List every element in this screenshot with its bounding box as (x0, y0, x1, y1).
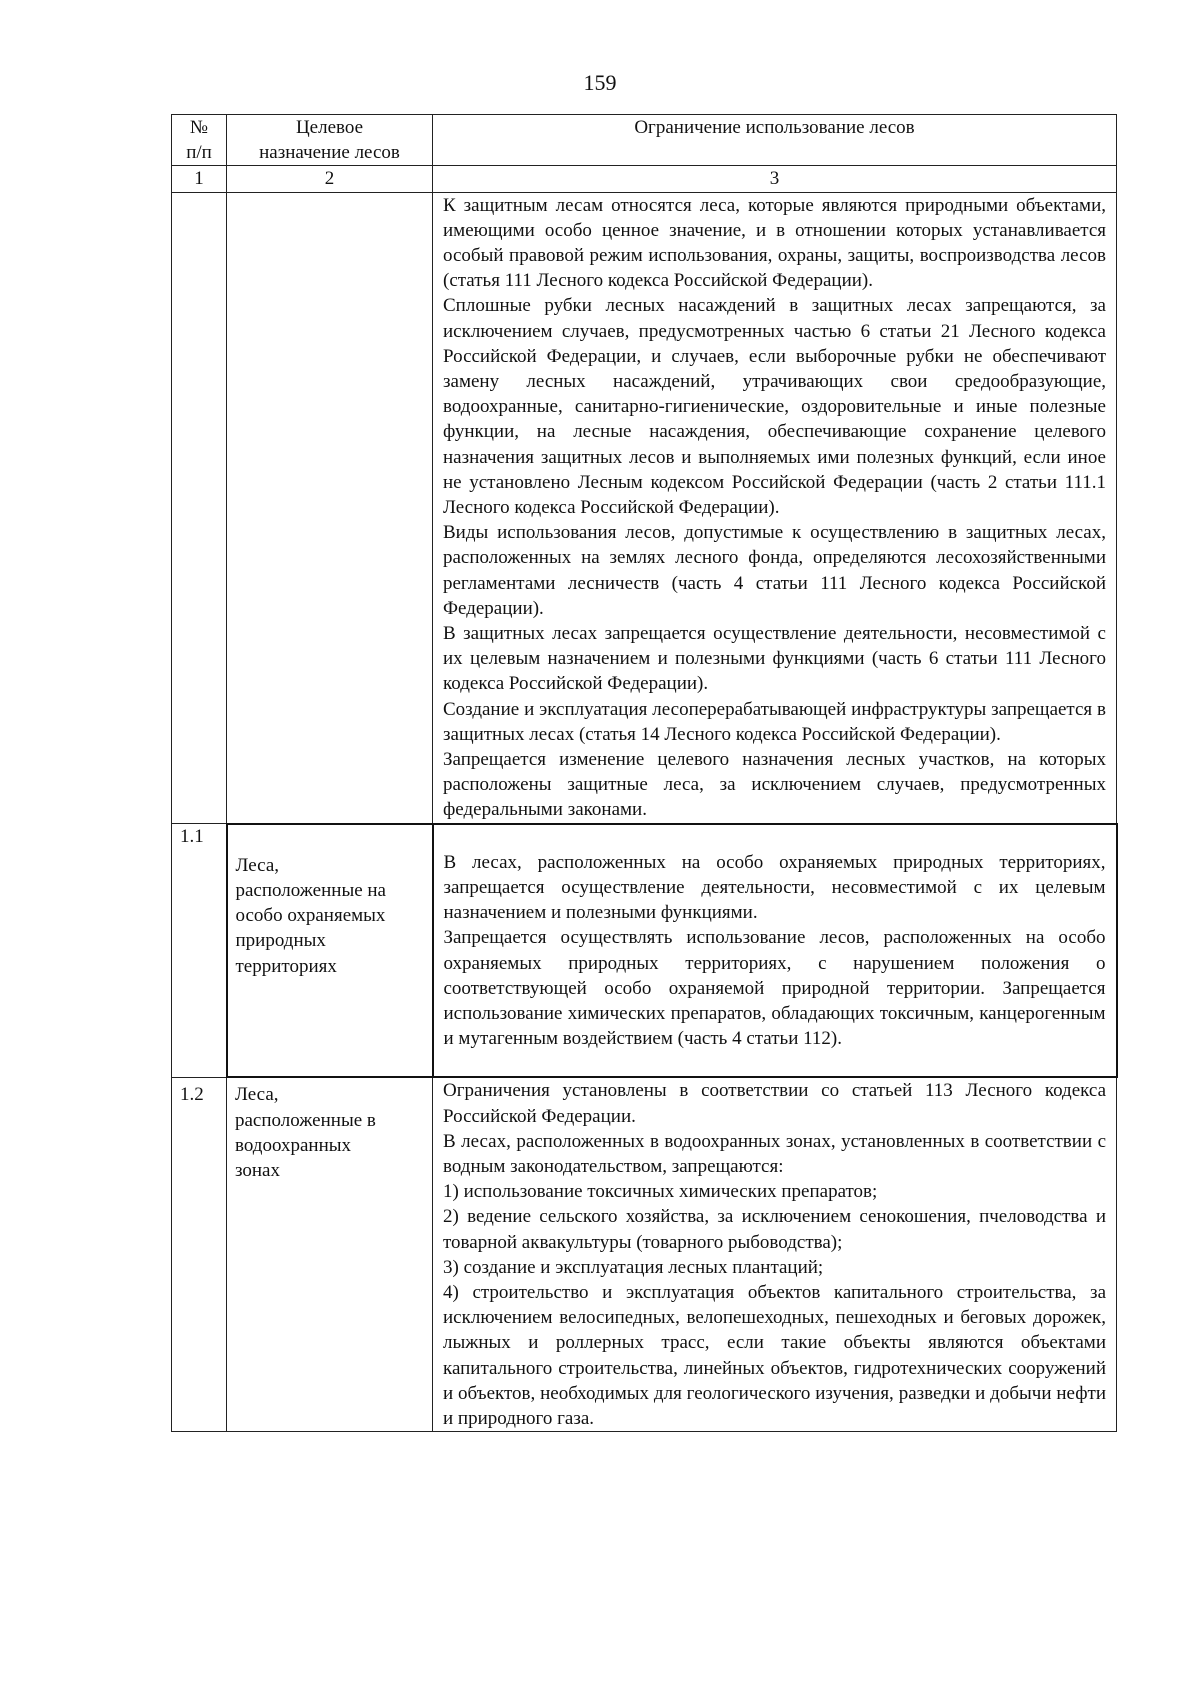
table-row (172, 824, 1117, 1078)
paragraph: Виды использования лесов, допустимые к осуществлению в защитных лесах, расположенных на землях лесного фонда, определяются лесохозяйственными регламентами лесничеств (часть 4 статьи 111 Лесного кодекса Российской Федерации). (443, 522, 1106, 619)
row-restriction-text (433, 1077, 1117, 1431)
column-number-1: 1 (172, 166, 227, 192)
header-number-line-2: п/п (186, 142, 212, 164)
paragraph: В лесах, расположенных на особо охраняемых природных территориях, запрещается осуществление деятельности, несовместимой с их целевым назначением и полезными функциями. (443, 851, 1106, 924)
paragraph: Запрещается осуществлять использование лесов, расположенных на особо охраняемых природных территориях, с нарушением положения о соответствующей особо охраняемой природной территории. Запрещается использование химических препаратов, обладающих токсичным, канцерогенным и мутагенным воздействием (часть 4 статьи 112). (443, 927, 1106, 1050)
forest-restrictions-table (171, 114, 1118, 1432)
table-header-row (172, 115, 1117, 166)
purpose-line: расположенные в (235, 1109, 376, 1131)
purpose-line: Леса, (235, 1084, 279, 1106)
paragraph: Сплошные рубки лесных насаждений в защитных лесах запрещаются, за исключением случаев, предусмотренных частью 6 статьи 21 Лесного кодекса Российской Федерации, и случаев, если выборочные рубки не обеспечивают замену лесных насаждений, утрачивающих свои средообразующие, водоохранные, санитарно-гигиенические, оздоровительные и иные полезные функции, на лесные насаждения, обеспечивающие сохранение целевого назначения защитных лесов и выполняемых ими полезных функций, если иное не установлено Лесным кодексом Российской Федерации (часть 2 статьи 111.1 Лесного кодекса Российской Федерации). (443, 295, 1106, 519)
row-restriction-text (433, 192, 1117, 824)
paragraph: Ограничения установлены в соответствии со статьей 113 Лесного кодекса Российской Федерации. (443, 1080, 1106, 1127)
purpose-line: водоохранных (235, 1134, 352, 1156)
header-purpose-line-2: назначение лесов (259, 142, 400, 164)
row-purpose (227, 824, 433, 1078)
paragraph: Запрещается изменение целевого назначения лесных участков, на которых расположены защитные леса, за исключением случаев, предусмотренных федеральными законами. (443, 749, 1106, 821)
header-restriction: Ограничение использование лесов (433, 115, 1117, 166)
purpose-line: Леса, (235, 854, 280, 876)
column-number-2: 2 (227, 166, 433, 192)
paragraph: К защитным лесам относятся леса, которые являются природными объектами, имеющими особо ценное значение, и в отношении которых устанавливается особый правовой режим использования, охраны, защиты, воспроизводства лесов (статья 111 Лесного кодекса Российской Федерации). (443, 194, 1106, 292)
purpose-line: особо охраняемых (235, 905, 386, 927)
row-number: 1.2 (172, 1077, 227, 1431)
row-restriction-text (433, 824, 1117, 1078)
list-item: 2) ведение сельского хозяйства, за исключением сенокошения, пчеловодства и товарной аквакультуры (товарного рыбоводства); (443, 1206, 1106, 1253)
row-number: 1.1 (172, 824, 227, 1078)
purpose-line: зонах (235, 1159, 280, 1181)
purpose-line: расположенные на (235, 879, 386, 901)
list-item: 1) использование токсичных химических препаратов; (443, 1181, 878, 1203)
paragraph: Создание и эксплуатация лесоперерабатывающей инфраструктуры запрещается в защитных лесах (статья 14 Лесного кодекса Российской Федерации). (443, 698, 1106, 745)
column-number-3: 3 (433, 166, 1117, 192)
row-purpose (227, 192, 433, 824)
table-row (172, 1077, 1117, 1431)
row-purpose (227, 1077, 433, 1431)
header-purpose-line-1: Целевое (295, 117, 364, 138)
paragraph: В лесах, расположенных в водоохранных зонах, установленных в соответствии с водным законодательством, запрещаются: (443, 1130, 1106, 1177)
table-column-numbers-row (172, 166, 1117, 192)
purpose-line: территориях (235, 955, 337, 977)
page-number: 159 (583, 70, 617, 95)
row-number (172, 192, 227, 824)
list-item: 4) строительство и эксплуатация объектов капитального строительства, за исключением велосипедных, велопешеходных, пешеходных и беговых дорожек, лыжных и роллерных трасс, если такие объекты являются объектами капитального строительства, линейных объектов, гидротехнических сооружений и объектов, необходимых для геологического изучения, разведки и добычи нефти и природного газа. (443, 1281, 1106, 1429)
header-number-line-1: № (189, 117, 209, 138)
header-purpose (227, 115, 433, 166)
header-number (172, 115, 227, 166)
paragraph: В защитных лесах запрещается осуществление деятельности, несовместимой с их целевым назначением и полезными функциями (часть 6 статьи 111 Лесного кодекса Российской Федерации). (443, 623, 1106, 695)
purpose-line: природных (235, 930, 326, 952)
table-row (172, 192, 1117, 824)
list-item: 3) создание и эксплуатация лесных плантаций; (443, 1256, 824, 1278)
